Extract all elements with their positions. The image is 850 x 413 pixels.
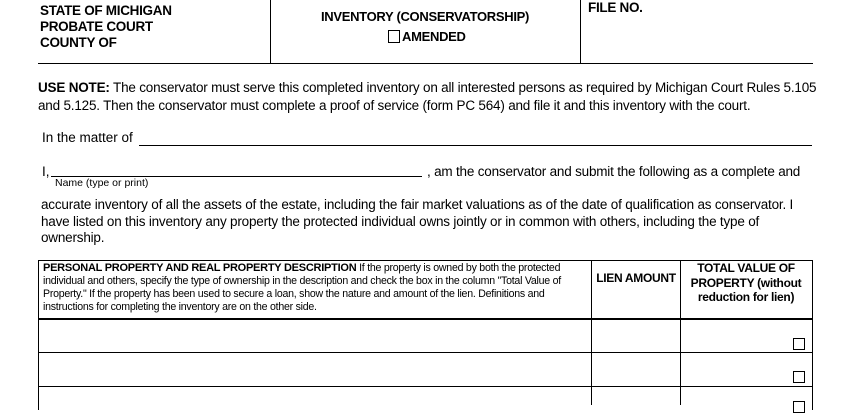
court-label: PROBATE COURT [40,19,153,34]
county-label: COUNTY OF [40,35,117,50]
inventory-paragraph: accurate inventory of all the assets of the estate, including the fair market valuations as of the date of qualification as conservator. I have listed on this inventory any property the protected individual owns jointly or in common with others, including the type of ownership. [41,197,794,245]
conservator-statement: , am the conservator and submit the following as a complete and [427,164,801,179]
table-row [38,320,813,352]
court-header [40,3,172,51]
use-note-label: USE NOTE: [38,80,110,95]
name-caption: Name (type or print) [55,177,149,189]
i-label: I, [42,164,50,179]
description-header [43,262,591,314]
joint-ownership-checkbox[interactable] [793,371,805,383]
joint-ownership-checkbox[interactable] [793,401,805,413]
header-bottom-rule [38,63,813,64]
table-row [38,353,813,386]
matter-field[interactable] [139,145,812,146]
amended-option[interactable] [388,29,466,44]
use-note [38,79,818,115]
state-label: STATE OF MICHIGAN [40,3,172,18]
use-note-text: The conservator must serve this completed inventory on all interested persons as required by Michigan Court Rules 5.105 and 5.125. Then the conservator must complete a proof of service (form PC 564) and file it and this inventory with the court. [38,80,817,113]
description-text: If the property is owned by both the protected individual and others, specify the type of ownership in the description and check the box in the column "Total Value of Property." If the property has been used to secure a loan, show the nature and amount of the lien. Definitions and instructions for completing the inventory are on the other side. [43,262,561,314]
joint-ownership-checkbox[interactable] [793,338,805,350]
amended-label: AMENDED [402,29,466,44]
header-divider-right [580,0,581,63]
file-no-label: FILE NO. [588,0,643,15]
amended-checkbox[interactable] [388,30,400,43]
description-title: PERSONAL PROPERTY AND REAL PROPERTY DESCRIPTION [43,262,357,274]
matter-label: In the matter of [42,130,133,145]
table-row [38,387,813,405]
form-title: INVENTORY (CONSERVATORSHIP) [320,9,530,24]
lien-amount-header: LIEN AMOUNT [596,271,676,285]
total-value-header: TOTAL VALUE OF PROPERTY (without reduction for lien) [690,261,802,304]
